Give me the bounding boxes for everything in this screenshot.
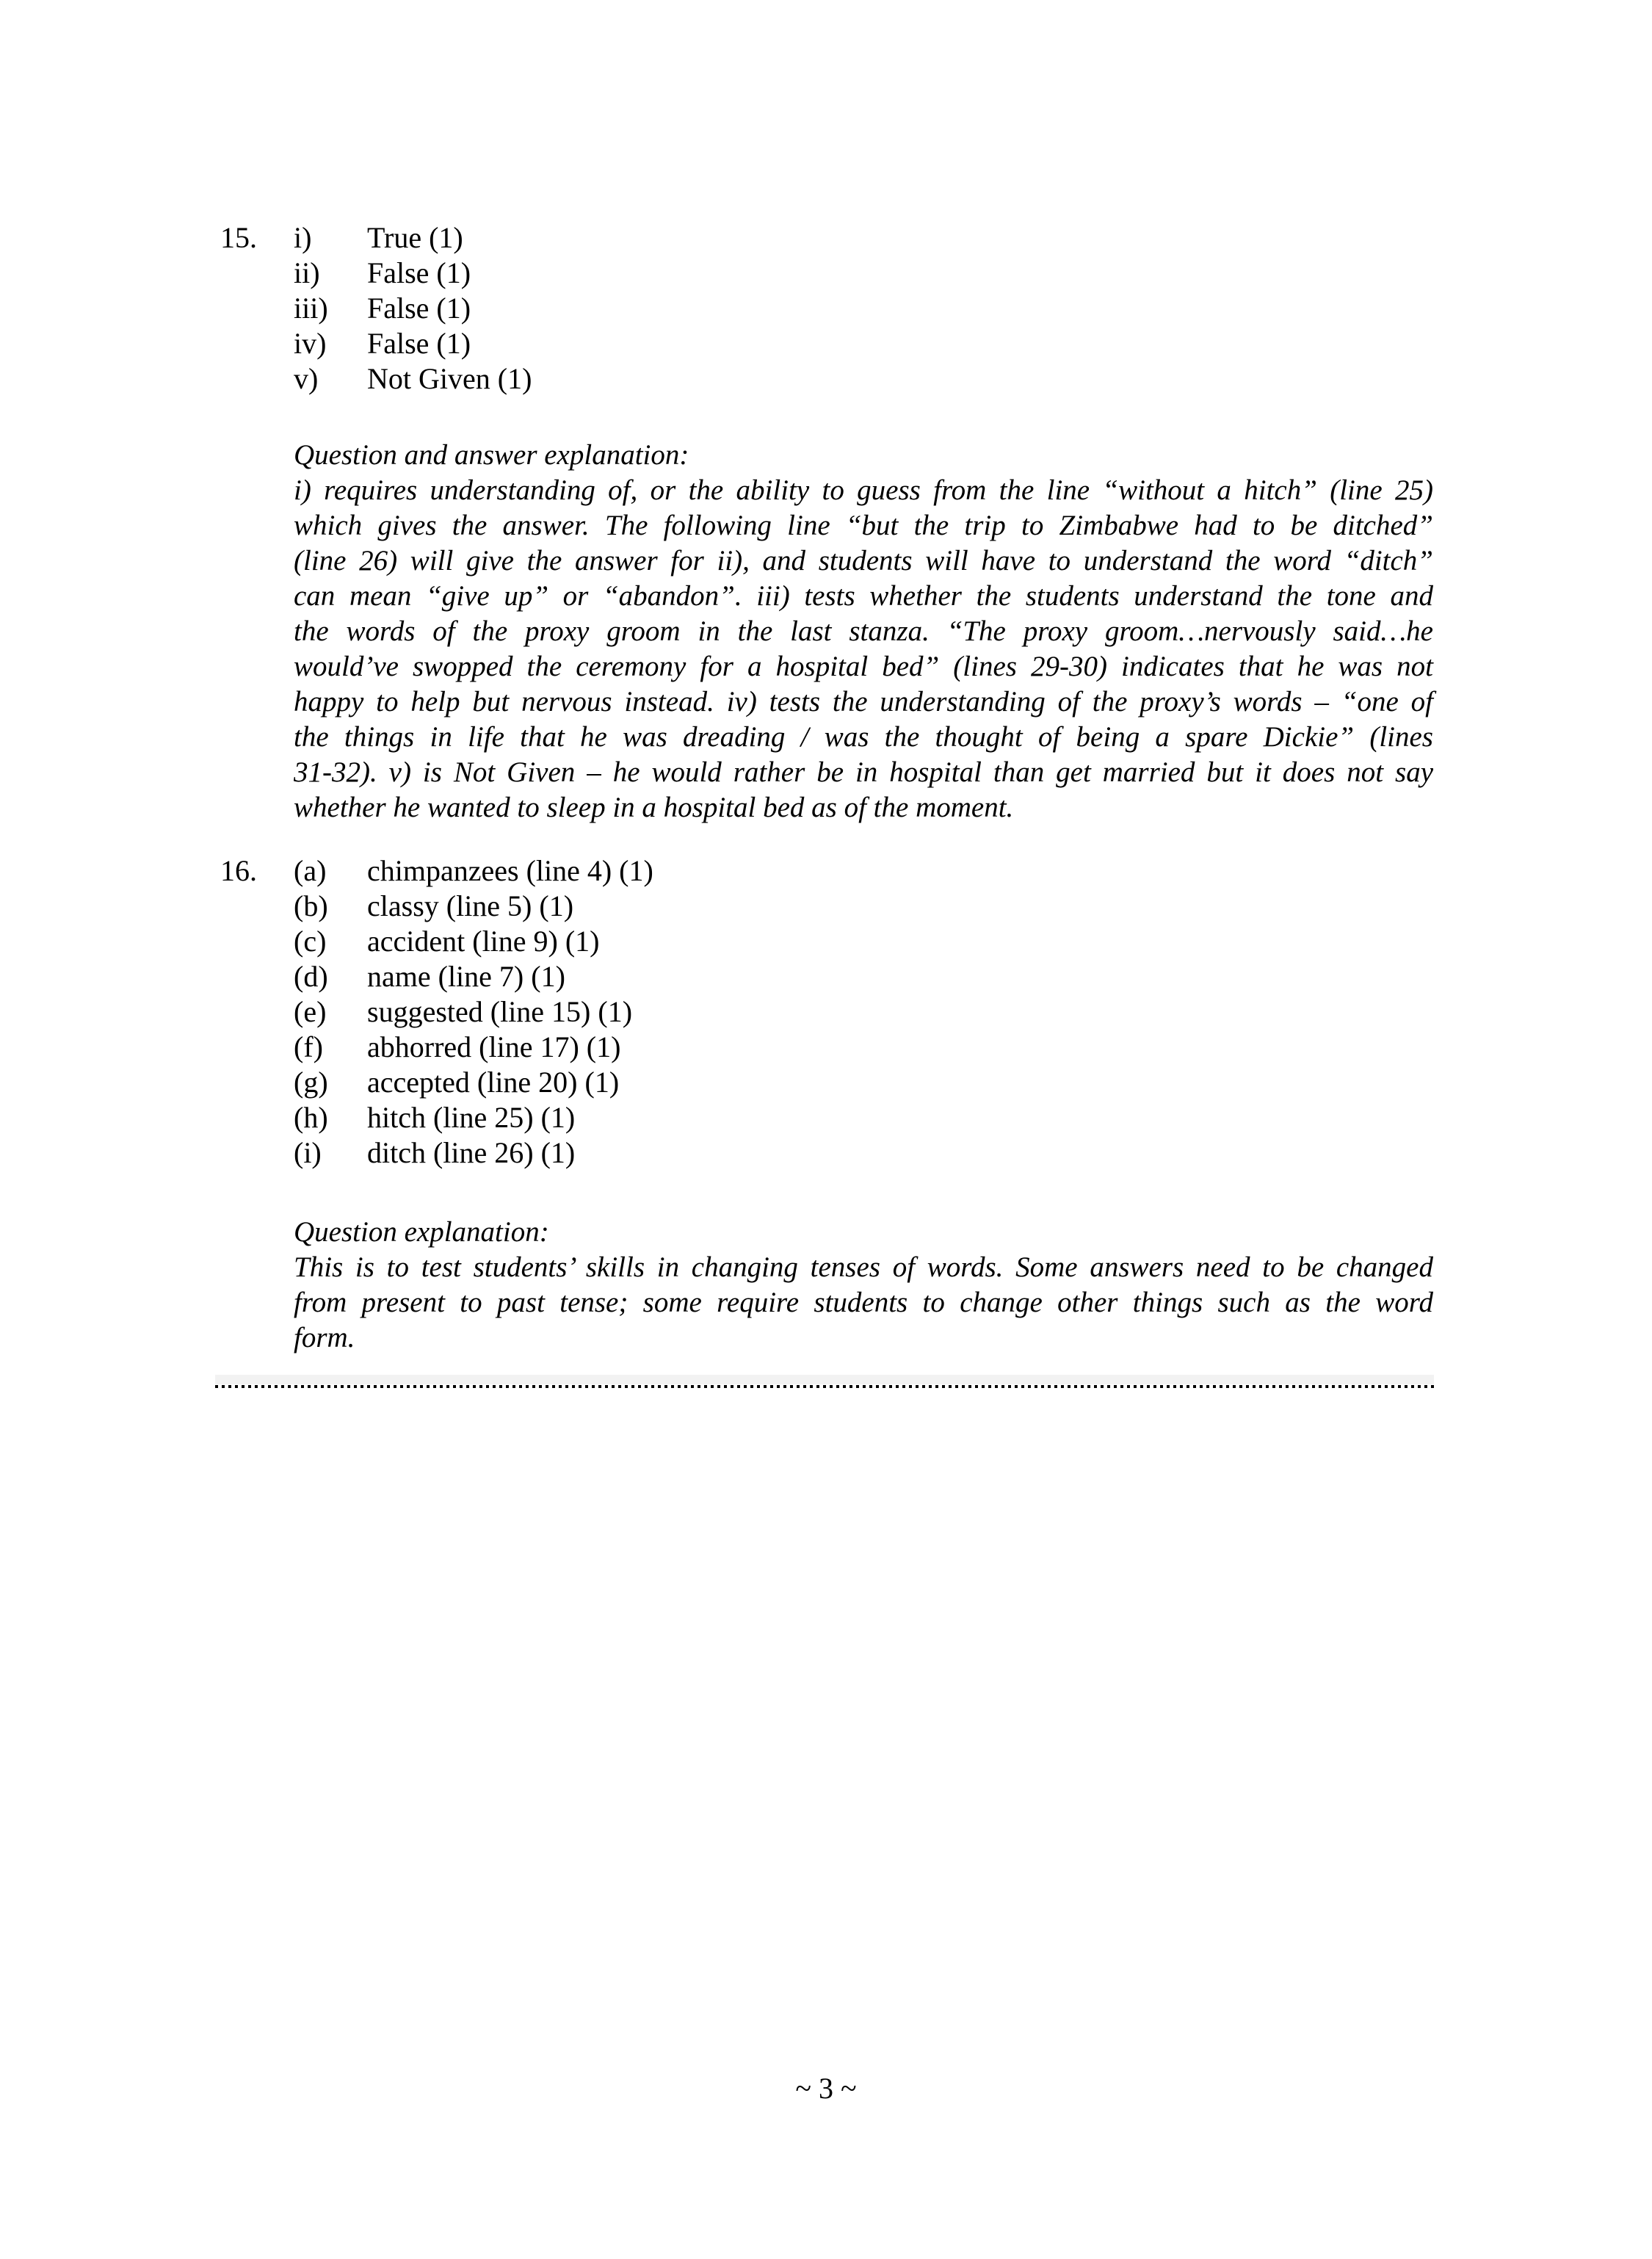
question-15-answer-list [220, 220, 532, 397]
explanation-line: happy to help but nervous instead. iv) tests the understanding of the proxy’s words – “one of [294, 686, 1433, 718]
explanation-line: form. [294, 1322, 355, 1353]
question-15-block [220, 220, 532, 397]
page-number: ~ 3 ~ [795, 2072, 857, 2105]
question-16-number: 16. [220, 854, 257, 887]
question-16-block [220, 853, 653, 1171]
question-16-explanation-body [294, 1250, 1433, 1356]
explanation-line: This is to test students’ skills in changing tenses of words. Some answers need to be changed [294, 1251, 1433, 1283]
answer-label: (h) [294, 1101, 328, 1134]
answer-row [220, 1100, 653, 1135]
explanation-line: the words of the proxy groom in the last stanza. “The proxy groom…nervously said…he [294, 615, 1433, 647]
answer-row [220, 220, 532, 256]
answer-label: (f) [294, 1030, 323, 1063]
explanation-line: would’ve swopped the ceremony for a hospital bed” (lines 29-30) indicates that he was not [294, 651, 1433, 682]
answer-row [220, 959, 653, 994]
answer-row [220, 1065, 653, 1100]
answer-text: False (1) [367, 327, 471, 360]
answer-label: (d) [294, 960, 328, 993]
question-15-number: 15. [220, 221, 257, 254]
answer-text: classy (line 5) (1) [367, 889, 574, 922]
explanation-line: i) requires understanding of, or the ability to guess from the line “without a hitch” (line 25) [294, 474, 1433, 506]
answer-label: (g) [294, 1066, 328, 1099]
question-16-answer-list [220, 853, 653, 1171]
answer-row [220, 1030, 653, 1065]
question-15-explanation [294, 438, 1433, 825]
dotted-divider [215, 1385, 1434, 1388]
answer-row [220, 326, 532, 361]
answer-label: i) [294, 221, 312, 254]
answer-text: abhorred (line 17) (1) [367, 1030, 621, 1063]
explanation-line: the things in life that he was dreading / was the thought of being a spare Dickie” (lines [294, 721, 1433, 753]
question-15-explanation-heading: Question and answer explanation: [294, 439, 689, 471]
answer-label: iv) [294, 327, 327, 360]
divider-shadow [215, 1375, 1434, 1384]
answer-text: Not Given (1) [367, 362, 532, 395]
answer-row [220, 889, 653, 924]
answer-label: v) [294, 362, 319, 395]
answer-row [220, 256, 532, 291]
answer-row [220, 853, 653, 889]
explanation-line: from present to past tense; some require students to change other things such as the word [294, 1287, 1433, 1318]
answer-label: ii) [294, 256, 320, 289]
answer-label: iii) [294, 292, 328, 325]
answer-text: False (1) [367, 292, 471, 325]
question-15-explanation-body [294, 473, 1433, 825]
answer-text: name (line 7) (1) [367, 960, 565, 993]
answer-label: (e) [294, 995, 327, 1028]
answer-label: (c) [294, 925, 327, 958]
answer-text: hitch (line 25) (1) [367, 1101, 576, 1134]
question-16-explanation-heading: Question explanation: [294, 1216, 549, 1248]
answer-label: (i) [294, 1136, 322, 1169]
answer-text: chimpanzees (line 4) (1) [367, 854, 653, 887]
answer-text: accident (line 9) (1) [367, 925, 600, 958]
explanation-line: can mean “give up” or “abandon”. iii) tests whether the students understand the tone and [294, 580, 1433, 612]
answer-row [220, 924, 653, 959]
answer-text: ditch (line 26) (1) [367, 1136, 576, 1169]
answer-row [220, 994, 653, 1030]
answer-text: accepted (line 20) (1) [367, 1066, 620, 1099]
answer-row [220, 361, 532, 397]
explanation-line: (line 26) will give the answer for ii), and students will have to understand the word “ditch” [294, 545, 1433, 577]
answer-text: suggested (line 15) (1) [367, 995, 633, 1028]
answer-label: (b) [294, 889, 328, 922]
answer-row [220, 291, 532, 326]
explanation-line: whether he wanted to sleep in a hospital bed as of the moment. [294, 792, 1014, 823]
explanation-line: 31-32). v) is Not Given – he would rather be in hospital than get married but it does not say [294, 756, 1433, 788]
answer-label: (a) [294, 854, 327, 887]
explanation-line: which gives the answer. The following line “but the trip to Zimbabwe had to be ditched” [294, 510, 1433, 541]
answer-text: False (1) [367, 256, 471, 289]
answer-row [220, 1135, 653, 1171]
answer-text: True (1) [367, 221, 463, 254]
question-16-explanation [294, 1215, 1433, 1356]
